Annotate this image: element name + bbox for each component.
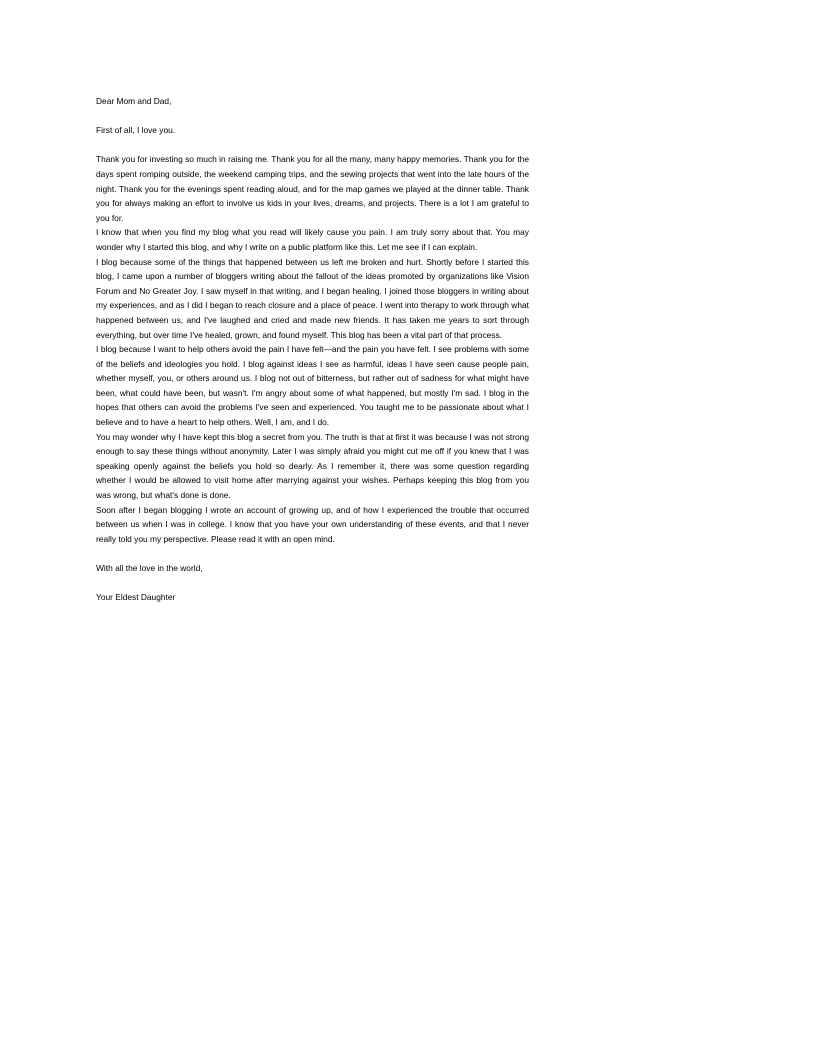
letter-closing: With all the love in the world, [96,563,203,573]
letter-intro: First of all, I love you. [96,125,176,136]
letter-paragraph: I blog because I want to help others avoid the pain I have felt—and the pain you have felt. I see problems with some of the beliefs and ideologies you hold. I blog against ideas I see as harmful, ideas I have seen cause people pain, whether myself, you, or others around us. I blog not out of bitterness, but rather out of sadness for what might have been, what could have been, but wasn't. I'm angry about some of what happened, but mostly I'm sad. I blog in the hopes that others can avoid the problems I've seen and experienced. You taught me to be passionate about what I believe and to have a heart to help others. Well, I am, and I do. [96,344,529,428]
letter-paragraph: I blog because some of the things that happened between us left me broken and hurt. Shortly before I started this blog, I came upon a number of bloggers writing about the fallout of the ideas promoted by organizations like Vision Forum and No Greater Joy. I saw myself in that writing, and I began healing. I joined those bloggers in writing about my experiences, and as I did I began to reach closure and a place of peace. I went into therapy to work through what happened between us, and I've laughed and cried and made new friends. It has taken me years to sort through everything, but over time I've healed, grown, and found myself. This blog has been a vital part of that process. [96,256,529,340]
letter-paragraph: I know that when you find my blog what you read will likely cause you pain. I am truly sorry about that. You may wonder why I started this blog, and why I write on a public platform like this. Let me see if I can explain. [96,227,529,252]
letter-signature: Your Eldest Daughter [96,592,176,603]
letter-page [96,94,529,605]
letter-paragraph: You may wonder why I have kept this blog a secret from you. The truth is that at first it was because I was not strong enough to say these things without anonymity. Later I was simply afraid you might cut me off if you knew that I was speaking openly against the beliefs you hold so dearly. As I remember it, there was some question regarding whether I would be allowed to visit home after marrying against your wishes. Perhaps keeping this blog from you was wrong, but what's done is done. [96,431,529,501]
letter-paragraph: Soon after I began blogging I wrote an account of growing up, and of how I experienced the trouble that occurred between us when I was in college. I know that you have your own understanding of these events, and that I never really told you my perspective. Please read it with an open mind. [96,504,529,544]
letter-greeting: Dear Mom and Dad, [96,96,172,106]
letter-paragraph: Thank you for investing so much in raising me. Thank you for all the many, many happy memories. Thank you for the days spent romping outside, the weekend camping trips, and the sewing projects that went into the late hours of the night. Thank you for the evenings spent reading aloud, and for the map games we played at the dinner table. Thank you for always making an effort to involve us kids in your lives, dreams, and projects. There is a lot I am grateful to you for. [96,154,529,223]
